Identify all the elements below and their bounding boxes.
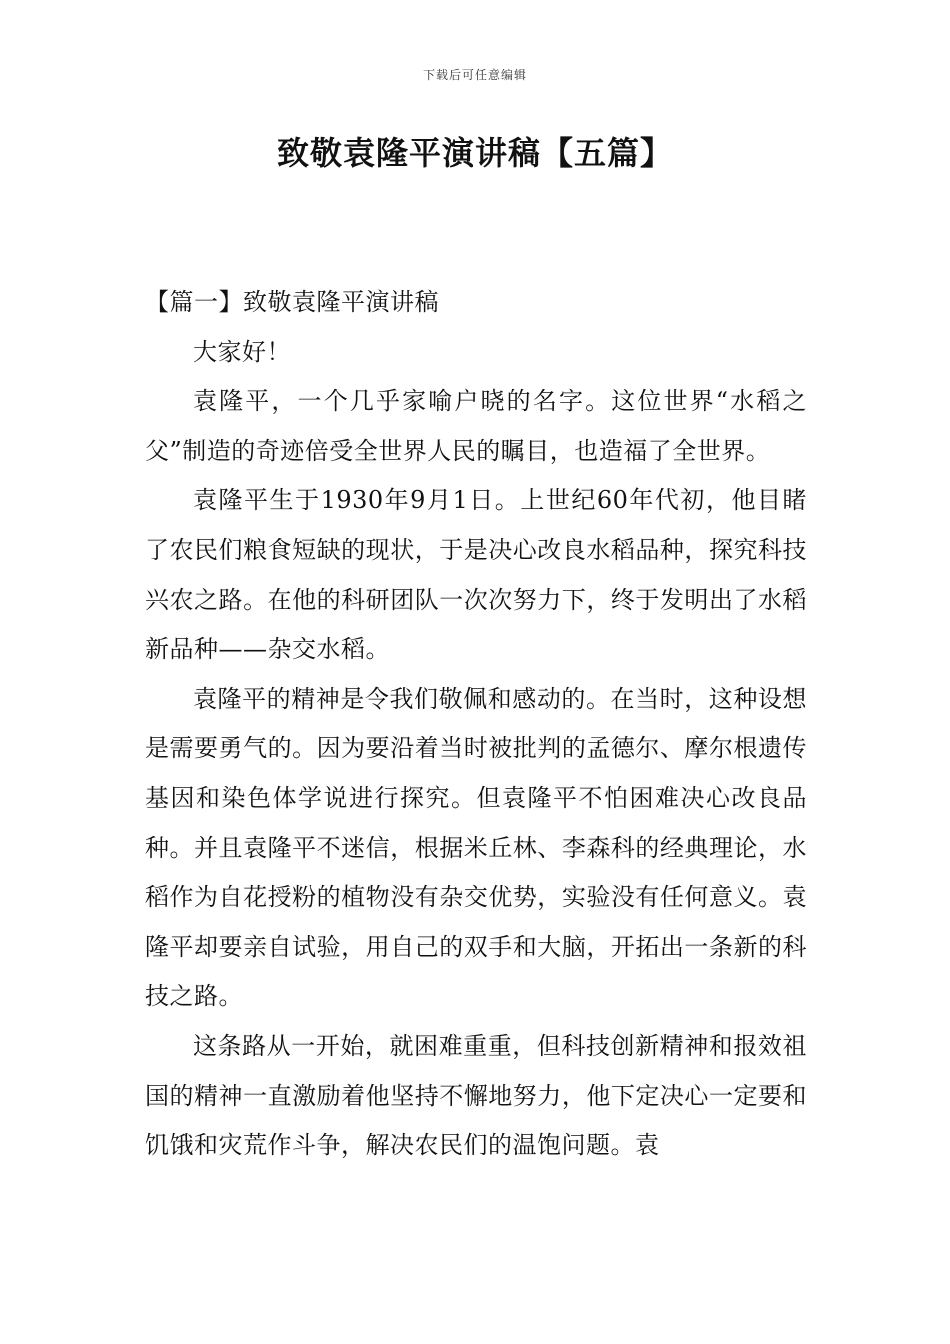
paragraph: 袁隆平，一个几乎家喻户晓的名字。这位世界“水稻之父”制造的奇迹倍受全世界人民的瞩目，也造福了全世界。 bbox=[145, 387, 807, 465]
paragraph-greeting: 大家好！ bbox=[193, 337, 291, 366]
paragraph: 这条路从一开始，就困难重重，但科技创新精神和报效祖国的精神一直激励着他坚持不懈地努力，他下定决心一定要和饥饿和灾荒作斗争，解决农民们的温饱问题。袁 bbox=[145, 1031, 807, 1160]
section-heading: 【篇一】致敬袁隆平演讲稿 bbox=[145, 288, 439, 316]
paragraph: 袁隆平的精神是令我们敬佩和感动的。在当时，这种设想是需要勇气的。因为要沿着当时被批判的孟德尔、摩尔根遗传基因和染色体学说进行探究。但袁隆平不怕困难决心改良品种。并且袁隆平不迷信，根据米丘林、李森科的经典理论，水稻作为自花授粉的植物没有杂交优势，实验没有任何意义。袁隆平却要亲自试验，用自己的双手和大脑，开拓出一条新的科技之路。 bbox=[145, 684, 807, 1011]
paragraph: 袁隆平生于1930年9月1日。上世纪60年代初，他目睹了农民们粮食短缺的现状，于是决心改良水稻品种，探究科技兴农之路。在他的科研团队一次次努力下，终于发明出了水稻新品种——杂交水稻。 bbox=[145, 486, 807, 664]
document-title: 致敬袁隆平演讲稿【五篇】 bbox=[276, 134, 673, 172]
document-body bbox=[145, 278, 807, 1171]
header-note: 下载后可任意编辑 bbox=[422, 68, 527, 82]
